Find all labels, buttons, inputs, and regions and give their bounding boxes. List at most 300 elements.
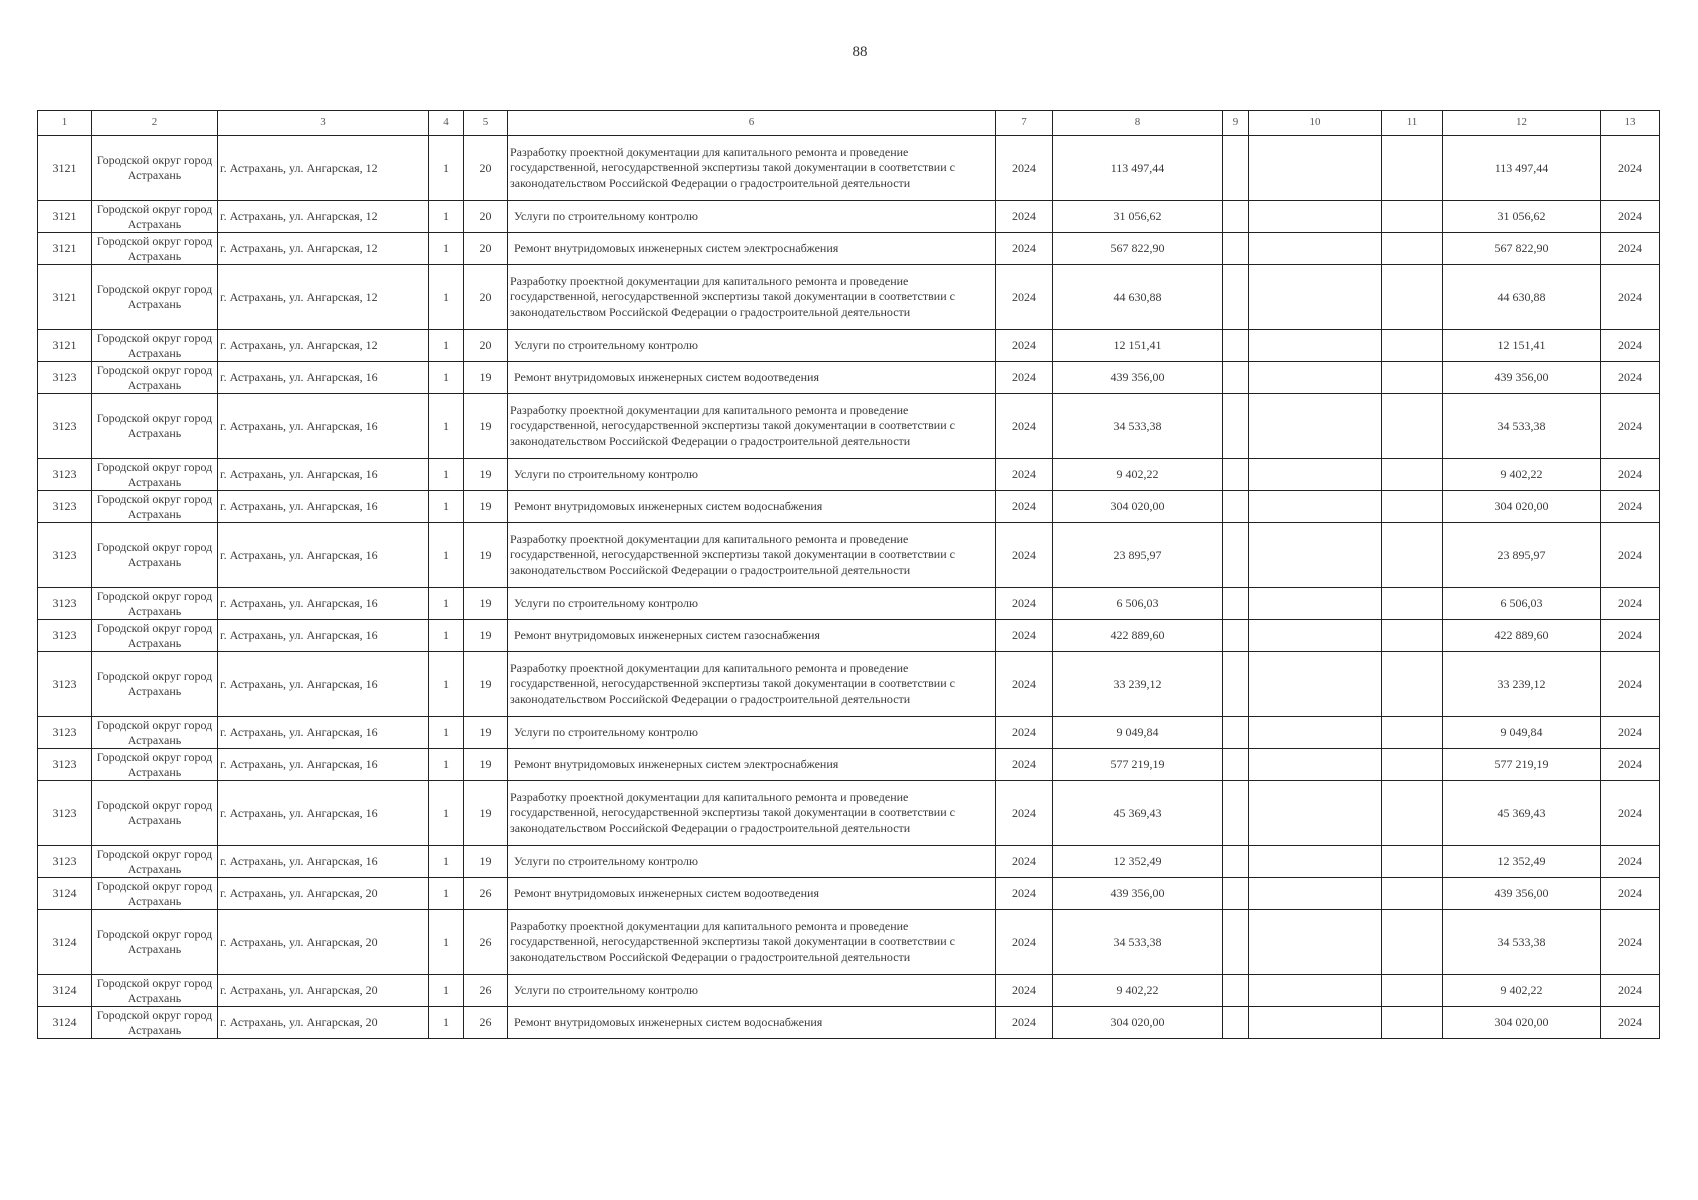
total-cost-cell: 9 402,22 <box>1443 459 1601 491</box>
column-9-cell <box>1223 136 1249 201</box>
column-10-cell <box>1249 846 1382 878</box>
municipality-cell: Городской округ город Астрахань <box>92 781 218 846</box>
table-row <box>38 394 1660 459</box>
record-number-cell: 3123 <box>38 717 92 749</box>
municipality-cell: Городской округ город Астрахань <box>92 588 218 620</box>
column-4-cell: 1 <box>429 491 464 523</box>
completion-year-cell: 2024 <box>1601 1007 1660 1039</box>
column-5-cell: 19 <box>464 749 508 781</box>
column-5-cell: 26 <box>464 975 508 1007</box>
record-number-cell: 3124 <box>38 975 92 1007</box>
year-cell: 2024 <box>996 136 1053 201</box>
column-5-cell: 20 <box>464 330 508 362</box>
year-cell: 2024 <box>996 749 1053 781</box>
record-number-cell: 3123 <box>38 846 92 878</box>
column-4-cell: 1 <box>429 330 464 362</box>
year-cell: 2024 <box>996 265 1053 330</box>
column-11-cell <box>1382 846 1443 878</box>
table-row <box>38 652 1660 717</box>
year-cell: 2024 <box>996 362 1053 394</box>
column-9-cell <box>1223 330 1249 362</box>
table-row <box>38 878 1660 910</box>
column-4-cell: 1 <box>429 394 464 459</box>
column-9-cell <box>1223 910 1249 975</box>
cost-cell: 33 239,12 <box>1053 652 1223 717</box>
column-4-cell: 1 <box>429 265 464 330</box>
column-10-cell <box>1249 330 1382 362</box>
address-cell: г. Астрахань, ул. Ангарская, 16 <box>218 749 429 781</box>
address-cell: г. Астрахань, ул. Ангарская, 16 <box>218 652 429 717</box>
record-number-cell: 3123 <box>38 459 92 491</box>
column-9-cell <box>1223 846 1249 878</box>
total-cost-cell: 6 506,03 <box>1443 588 1601 620</box>
municipality-cell: Городской округ город Астрахань <box>92 330 218 362</box>
year-cell: 2024 <box>996 652 1053 717</box>
table-row <box>38 362 1660 394</box>
column-11-cell <box>1382 781 1443 846</box>
cost-cell: 34 533,38 <box>1053 910 1223 975</box>
header-cell: 7 <box>996 111 1053 136</box>
column-10-cell <box>1249 1007 1382 1039</box>
municipality-cell: Городской округ город Астрахань <box>92 523 218 588</box>
column-4-cell: 1 <box>429 201 464 233</box>
column-5-cell: 19 <box>464 362 508 394</box>
column-9-cell <box>1223 394 1249 459</box>
address-cell: г. Астрахань, ул. Ангарская, 16 <box>218 523 429 588</box>
municipality-cell: Городской округ город Астрахань <box>92 362 218 394</box>
municipality-cell: Городской округ город Астрахань <box>92 1007 218 1039</box>
completion-year-cell: 2024 <box>1601 201 1660 233</box>
municipality-cell: Городской округ город Астрахань <box>92 846 218 878</box>
column-9-cell <box>1223 523 1249 588</box>
address-cell: г. Астрахань, ул. Ангарская, 16 <box>218 394 429 459</box>
column-10-cell <box>1249 523 1382 588</box>
record-number-cell: 3124 <box>38 910 92 975</box>
column-11-cell <box>1382 136 1443 201</box>
column-11-cell <box>1382 620 1443 652</box>
record-number-cell: 3123 <box>38 523 92 588</box>
column-10-cell <box>1249 975 1382 1007</box>
work-description-cell: Разработку проектной документации для капитального ремонта и проведение государственной, негосударственной экспертизы такой документации в соответствии с законодательством Российской Федерации о градостроительной деятельности <box>508 781 996 846</box>
header-cell: 1 <box>38 111 92 136</box>
table-row <box>38 523 1660 588</box>
table-row <box>38 717 1660 749</box>
table-row <box>38 588 1660 620</box>
completion-year-cell: 2024 <box>1601 781 1660 846</box>
cost-cell: 9 402,22 <box>1053 459 1223 491</box>
cost-cell: 439 356,00 <box>1053 362 1223 394</box>
completion-year-cell: 2024 <box>1601 491 1660 523</box>
year-cell: 2024 <box>996 459 1053 491</box>
column-9-cell <box>1223 878 1249 910</box>
year-cell: 2024 <box>996 233 1053 265</box>
column-5-cell: 19 <box>464 394 508 459</box>
column-9-cell <box>1223 233 1249 265</box>
year-cell: 2024 <box>996 846 1053 878</box>
total-cost-cell: 304 020,00 <box>1443 1007 1601 1039</box>
column-9-cell <box>1223 781 1249 846</box>
cost-cell: 439 356,00 <box>1053 878 1223 910</box>
total-cost-cell: 439 356,00 <box>1443 362 1601 394</box>
column-11-cell <box>1382 910 1443 975</box>
column-4-cell: 1 <box>429 1007 464 1039</box>
header-row <box>38 111 1660 136</box>
column-4-cell: 1 <box>429 781 464 846</box>
column-5-cell: 19 <box>464 491 508 523</box>
address-cell: г. Астрахань, ул. Ангарская, 16 <box>218 717 429 749</box>
cost-cell: 6 506,03 <box>1053 588 1223 620</box>
work-description-cell: Разработку проектной документации для капитального ремонта и проведение государственной, негосударственной экспертизы такой документации в соответствии с законодательством Российской Федерации о градостроительной деятельности <box>508 394 996 459</box>
column-4-cell: 1 <box>429 233 464 265</box>
column-10-cell <box>1249 136 1382 201</box>
cost-cell: 113 497,44 <box>1053 136 1223 201</box>
column-5-cell: 19 <box>464 781 508 846</box>
column-11-cell <box>1382 265 1443 330</box>
column-4-cell: 1 <box>429 652 464 717</box>
column-4-cell: 1 <box>429 846 464 878</box>
column-10-cell <box>1249 233 1382 265</box>
cost-cell: 304 020,00 <box>1053 1007 1223 1039</box>
record-number-cell: 3121 <box>38 330 92 362</box>
record-number-cell: 3123 <box>38 620 92 652</box>
column-9-cell <box>1223 201 1249 233</box>
year-cell: 2024 <box>996 878 1053 910</box>
table-row <box>38 910 1660 975</box>
total-cost-cell: 12 151,41 <box>1443 330 1601 362</box>
work-description-cell: Разработку проектной документации для капитального ремонта и проведение государственной, негосударственной экспертизы такой документации в соответствии с законодательством Российской Федерации о градостроительной деятельности <box>508 523 996 588</box>
work-description-cell: Услуги по строительному контролю <box>508 201 996 233</box>
column-9-cell <box>1223 717 1249 749</box>
year-cell: 2024 <box>996 523 1053 588</box>
total-cost-cell: 567 822,90 <box>1443 233 1601 265</box>
municipality-cell: Городской округ город Астрахань <box>92 459 218 491</box>
municipality-cell: Городской округ город Астрахань <box>92 136 218 201</box>
table-row <box>38 491 1660 523</box>
address-cell: г. Астрахань, ул. Ангарская, 16 <box>218 781 429 846</box>
column-5-cell: 26 <box>464 910 508 975</box>
total-cost-cell: 422 889,60 <box>1443 620 1601 652</box>
column-11-cell <box>1382 362 1443 394</box>
column-4-cell: 1 <box>429 878 464 910</box>
year-cell: 2024 <box>996 781 1053 846</box>
total-cost-cell: 34 533,38 <box>1443 910 1601 975</box>
column-10-cell <box>1249 491 1382 523</box>
record-number-cell: 3121 <box>38 136 92 201</box>
total-cost-cell: 113 497,44 <box>1443 136 1601 201</box>
table-row <box>38 781 1660 846</box>
municipality-cell: Городской округ город Астрахань <box>92 749 218 781</box>
column-9-cell <box>1223 491 1249 523</box>
address-cell: г. Астрахань, ул. Ангарская, 16 <box>218 846 429 878</box>
record-number-cell: 3124 <box>38 1007 92 1039</box>
column-9-cell <box>1223 362 1249 394</box>
address-cell: г. Астрахань, ул. Ангарская, 20 <box>218 878 429 910</box>
column-5-cell: 19 <box>464 523 508 588</box>
work-description-cell: Услуги по строительному контролю <box>508 459 996 491</box>
cost-cell: 45 369,43 <box>1053 781 1223 846</box>
year-cell: 2024 <box>996 717 1053 749</box>
total-cost-cell: 9 402,22 <box>1443 975 1601 1007</box>
column-5-cell: 20 <box>464 265 508 330</box>
completion-year-cell: 2024 <box>1601 749 1660 781</box>
column-9-cell <box>1223 1007 1249 1039</box>
column-5-cell: 26 <box>464 878 508 910</box>
cost-cell: 12 352,49 <box>1053 846 1223 878</box>
work-description-cell: Услуги по строительному контролю <box>508 975 996 1007</box>
column-10-cell <box>1249 910 1382 975</box>
table-row <box>38 459 1660 491</box>
column-5-cell: 26 <box>464 1007 508 1039</box>
column-9-cell <box>1223 459 1249 491</box>
capital-repair-table <box>37 110 1660 1039</box>
municipality-cell: Городской округ город Астрахань <box>92 201 218 233</box>
column-4-cell: 1 <box>429 975 464 1007</box>
column-10-cell <box>1249 878 1382 910</box>
column-10-cell <box>1249 394 1382 459</box>
column-4-cell: 1 <box>429 749 464 781</box>
work-description-cell: Услуги по строительному контролю <box>508 330 996 362</box>
column-10-cell <box>1249 201 1382 233</box>
column-10-cell <box>1249 652 1382 717</box>
column-9-cell <box>1223 749 1249 781</box>
address-cell: г. Астрахань, ул. Ангарская, 20 <box>218 975 429 1007</box>
column-11-cell <box>1382 459 1443 491</box>
municipality-cell: Городской округ город Астрахань <box>92 233 218 265</box>
column-11-cell <box>1382 201 1443 233</box>
cost-cell: 23 895,97 <box>1053 523 1223 588</box>
column-11-cell <box>1382 523 1443 588</box>
column-5-cell: 19 <box>464 459 508 491</box>
address-cell: г. Астрахань, ул. Ангарская, 16 <box>218 491 429 523</box>
work-description-cell: Услуги по строительному контролю <box>508 588 996 620</box>
cost-cell: 44 630,88 <box>1053 265 1223 330</box>
municipality-cell: Городской округ город Астрахань <box>92 975 218 1007</box>
cost-cell: 34 533,38 <box>1053 394 1223 459</box>
column-4-cell: 1 <box>429 620 464 652</box>
cost-cell: 577 219,19 <box>1053 749 1223 781</box>
year-cell: 2024 <box>996 201 1053 233</box>
completion-year-cell: 2024 <box>1601 523 1660 588</box>
municipality-cell: Городской округ город Астрахань <box>92 394 218 459</box>
completion-year-cell: 2024 <box>1601 620 1660 652</box>
column-11-cell <box>1382 330 1443 362</box>
column-11-cell <box>1382 749 1443 781</box>
column-10-cell <box>1249 620 1382 652</box>
address-cell: г. Астрахань, ул. Ангарская, 16 <box>218 362 429 394</box>
address-cell: г. Астрахань, ул. Ангарская, 20 <box>218 910 429 975</box>
cost-cell: 31 056,62 <box>1053 201 1223 233</box>
year-cell: 2024 <box>996 975 1053 1007</box>
table-row <box>38 233 1660 265</box>
completion-year-cell: 2024 <box>1601 362 1660 394</box>
table-row <box>38 265 1660 330</box>
header-cell: 11 <box>1382 111 1443 136</box>
municipality-cell: Городской округ город Астрахань <box>92 878 218 910</box>
column-4-cell: 1 <box>429 136 464 201</box>
completion-year-cell: 2024 <box>1601 975 1660 1007</box>
header-cell: 10 <box>1249 111 1382 136</box>
address-cell: г. Астрахань, ул. Ангарская, 16 <box>218 459 429 491</box>
cost-cell: 567 822,90 <box>1053 233 1223 265</box>
municipality-cell: Городской округ город Астрахань <box>92 491 218 523</box>
header-cell: 9 <box>1223 111 1249 136</box>
completion-year-cell: 2024 <box>1601 265 1660 330</box>
work-description-cell: Ремонт внутридомовых инженерных систем водоснабжения <box>508 491 996 523</box>
header-cell: 3 <box>218 111 429 136</box>
column-10-cell <box>1249 749 1382 781</box>
table-row <box>38 846 1660 878</box>
column-10-cell <box>1249 459 1382 491</box>
work-description-cell: Разработку проектной документации для капитального ремонта и проведение государственной, негосударственной экспертизы такой документации в соответствии с законодательством Российской Федерации о градостроительной деятельности <box>508 910 996 975</box>
column-4-cell: 1 <box>429 588 464 620</box>
record-number-cell: 3124 <box>38 878 92 910</box>
column-11-cell <box>1382 588 1443 620</box>
header-cell: 4 <box>429 111 464 136</box>
header-cell: 6 <box>508 111 996 136</box>
work-description-cell: Ремонт внутридомовых инженерных систем водоотведения <box>508 362 996 394</box>
work-description-cell: Услуги по строительному контролю <box>508 717 996 749</box>
total-cost-cell: 33 239,12 <box>1443 652 1601 717</box>
record-number-cell: 3121 <box>38 233 92 265</box>
total-cost-cell: 577 219,19 <box>1443 749 1601 781</box>
table-row <box>38 1007 1660 1039</box>
work-description-cell: Ремонт внутридомовых инженерных систем газоснабжения <box>508 620 996 652</box>
completion-year-cell: 2024 <box>1601 910 1660 975</box>
municipality-cell: Городской округ город Астрахань <box>92 620 218 652</box>
address-cell: г. Астрахань, ул. Ангарская, 12 <box>218 265 429 330</box>
record-number-cell: 3123 <box>38 749 92 781</box>
column-5-cell: 19 <box>464 846 508 878</box>
work-description-cell: Разработку проектной документации для капитального ремонта и проведение государственной, негосударственной экспертизы такой документации в соответствии с законодательством Российской Федерации о градостроительной деятельности <box>508 265 996 330</box>
completion-year-cell: 2024 <box>1601 588 1660 620</box>
year-cell: 2024 <box>996 588 1053 620</box>
header-cell: 8 <box>1053 111 1223 136</box>
table-header <box>38 111 1660 136</box>
municipality-cell: Городской округ город Астрахань <box>92 265 218 330</box>
record-number-cell: 3123 <box>38 781 92 846</box>
work-description-cell: Ремонт внутридомовых инженерных систем водоотведения <box>508 878 996 910</box>
column-5-cell: 19 <box>464 652 508 717</box>
header-cell: 12 <box>1443 111 1601 136</box>
address-cell: г. Астрахань, ул. Ангарская, 12 <box>218 233 429 265</box>
record-number-cell: 3123 <box>38 491 92 523</box>
total-cost-cell: 23 895,97 <box>1443 523 1601 588</box>
column-10-cell <box>1249 781 1382 846</box>
column-9-cell <box>1223 620 1249 652</box>
column-9-cell <box>1223 588 1249 620</box>
municipality-cell: Городской округ город Астрахань <box>92 717 218 749</box>
completion-year-cell: 2024 <box>1601 878 1660 910</box>
column-4-cell: 1 <box>429 362 464 394</box>
table-row <box>38 136 1660 201</box>
column-10-cell <box>1249 717 1382 749</box>
total-cost-cell: 439 356,00 <box>1443 878 1601 910</box>
year-cell: 2024 <box>996 491 1053 523</box>
cost-cell: 9 402,22 <box>1053 975 1223 1007</box>
column-11-cell <box>1382 878 1443 910</box>
total-cost-cell: 31 056,62 <box>1443 201 1601 233</box>
table-row <box>38 330 1660 362</box>
header-cell: 5 <box>464 111 508 136</box>
column-5-cell: 19 <box>464 717 508 749</box>
column-9-cell <box>1223 265 1249 330</box>
column-5-cell: 20 <box>464 233 508 265</box>
address-cell: г. Астрахань, ул. Ангарская, 20 <box>218 1007 429 1039</box>
record-number-cell: 3121 <box>38 201 92 233</box>
total-cost-cell: 34 533,38 <box>1443 394 1601 459</box>
year-cell: 2024 <box>996 910 1053 975</box>
year-cell: 2024 <box>996 394 1053 459</box>
page-number: 88 <box>852 44 868 60</box>
column-11-cell <box>1382 491 1443 523</box>
address-cell: г. Астрахань, ул. Ангарская, 12 <box>218 330 429 362</box>
total-cost-cell: 12 352,49 <box>1443 846 1601 878</box>
column-9-cell <box>1223 652 1249 717</box>
cost-cell: 9 049,84 <box>1053 717 1223 749</box>
year-cell: 2024 <box>996 1007 1053 1039</box>
column-11-cell <box>1382 652 1443 717</box>
record-number-cell: 3123 <box>38 652 92 717</box>
column-11-cell <box>1382 233 1443 265</box>
column-10-cell <box>1249 265 1382 330</box>
column-9-cell <box>1223 975 1249 1007</box>
column-10-cell <box>1249 588 1382 620</box>
completion-year-cell: 2024 <box>1601 459 1660 491</box>
record-number-cell: 3123 <box>38 362 92 394</box>
completion-year-cell: 2024 <box>1601 233 1660 265</box>
table-row <box>38 975 1660 1007</box>
record-number-cell: 3123 <box>38 588 92 620</box>
table-row <box>38 749 1660 781</box>
total-cost-cell: 304 020,00 <box>1443 491 1601 523</box>
column-11-cell <box>1382 394 1443 459</box>
column-11-cell <box>1382 975 1443 1007</box>
work-description-cell: Разработку проектной документации для капитального ремонта и проведение государственной, негосударственной экспертизы такой документации в соответствии с законодательством Российской Федерации о градостроительной деятельности <box>508 652 996 717</box>
completion-year-cell: 2024 <box>1601 846 1660 878</box>
column-11-cell <box>1382 717 1443 749</box>
column-4-cell: 1 <box>429 717 464 749</box>
column-10-cell <box>1249 362 1382 394</box>
column-4-cell: 1 <box>429 910 464 975</box>
header-cell: 2 <box>92 111 218 136</box>
municipality-cell: Городской округ город Астрахань <box>92 910 218 975</box>
year-cell: 2024 <box>996 620 1053 652</box>
cost-cell: 12 151,41 <box>1053 330 1223 362</box>
address-cell: г. Астрахань, ул. Ангарская, 12 <box>218 136 429 201</box>
work-description-cell: Услуги по строительному контролю <box>508 846 996 878</box>
completion-year-cell: 2024 <box>1601 330 1660 362</box>
column-5-cell: 20 <box>464 136 508 201</box>
total-cost-cell: 44 630,88 <box>1443 265 1601 330</box>
cost-cell: 422 889,60 <box>1053 620 1223 652</box>
column-5-cell: 19 <box>464 588 508 620</box>
address-cell: г. Астрахань, ул. Ангарская, 16 <box>218 588 429 620</box>
column-11-cell <box>1382 1007 1443 1039</box>
total-cost-cell: 45 369,43 <box>1443 781 1601 846</box>
table-body <box>38 136 1660 1039</box>
record-number-cell: 3123 <box>38 394 92 459</box>
work-description-cell: Ремонт внутридомовых инженерных систем водоснабжения <box>508 1007 996 1039</box>
completion-year-cell: 2024 <box>1601 652 1660 717</box>
table-row <box>38 620 1660 652</box>
cost-cell: 304 020,00 <box>1053 491 1223 523</box>
column-4-cell: 1 <box>429 459 464 491</box>
year-cell: 2024 <box>996 330 1053 362</box>
municipality-cell: Городской округ город Астрахань <box>92 652 218 717</box>
work-description-cell: Ремонт внутридомовых инженерных систем электроснабжения <box>508 749 996 781</box>
column-5-cell: 19 <box>464 620 508 652</box>
work-description-cell: Ремонт внутридомовых инженерных систем электроснабжения <box>508 233 996 265</box>
